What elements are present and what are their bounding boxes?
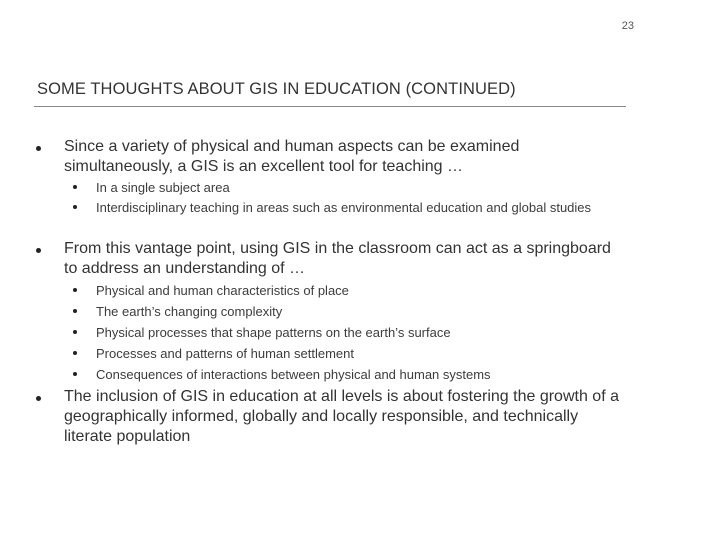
sub-bullet-item: [96, 344, 616, 364]
sub-bullet-text: Processes and patterns of human settlement: [96, 346, 354, 361]
page-number: 23: [621, 20, 634, 32]
bullet-dot: [36, 248, 41, 253]
bullet-item: [64, 137, 624, 177]
sub-bullet-dot: [73, 351, 77, 355]
bullet-dot: [36, 396, 41, 401]
slide-title: SOME THOUGHTS ABOUT GIS IN EDUCATION (CONTINUED): [37, 80, 516, 98]
sub-bullet-dot: [73, 205, 77, 209]
sub-bullet-item: [96, 365, 616, 385]
sub-bullet-text: Consequences of interactions between physical and human systems: [96, 367, 491, 382]
bullet-text: The inclusion of GIS in education at all levels is about fostering the growth of a geographically informed, globally and locally responsible, and technically literate population: [64, 388, 619, 445]
title-divider: [34, 106, 626, 107]
sub-bullet-item: [96, 198, 616, 218]
sub-bullet-text: The earth’s changing complexity: [96, 304, 283, 319]
sub-bullet-dot: [73, 185, 77, 189]
sub-bullet-dot: [73, 309, 77, 313]
sub-bullet-text: Interdisciplinary teaching in areas such as environmental education and global studies: [96, 200, 592, 215]
sub-bullet-dot: [73, 330, 77, 334]
sub-bullet-item: [96, 178, 616, 198]
sub-bullet-dot: [73, 288, 77, 292]
bullet-dot: [36, 146, 41, 151]
sub-bullet-text: In a single subject area: [96, 180, 230, 195]
sub-bullet-item: [96, 302, 616, 322]
bullet-text: From this vantage point, using GIS in the classroom can act as a springboard to address an understanding of …: [64, 240, 611, 277]
sub-bullet-item: [96, 281, 616, 301]
sub-bullet-item: [96, 323, 616, 343]
sub-bullet-dot: [73, 372, 77, 376]
sub-bullet-text: Physical processes that shape patterns on the earth’s surface: [96, 325, 451, 340]
bullet-item: [64, 239, 624, 279]
sub-bullet-text: Physical and human characteristics of place: [96, 283, 349, 298]
bullet-text: Since a variety of physical and human aspects can be examined simultaneously, a GIS is an excellent tool for teaching …: [64, 138, 520, 175]
bullet-item: [64, 387, 624, 447]
